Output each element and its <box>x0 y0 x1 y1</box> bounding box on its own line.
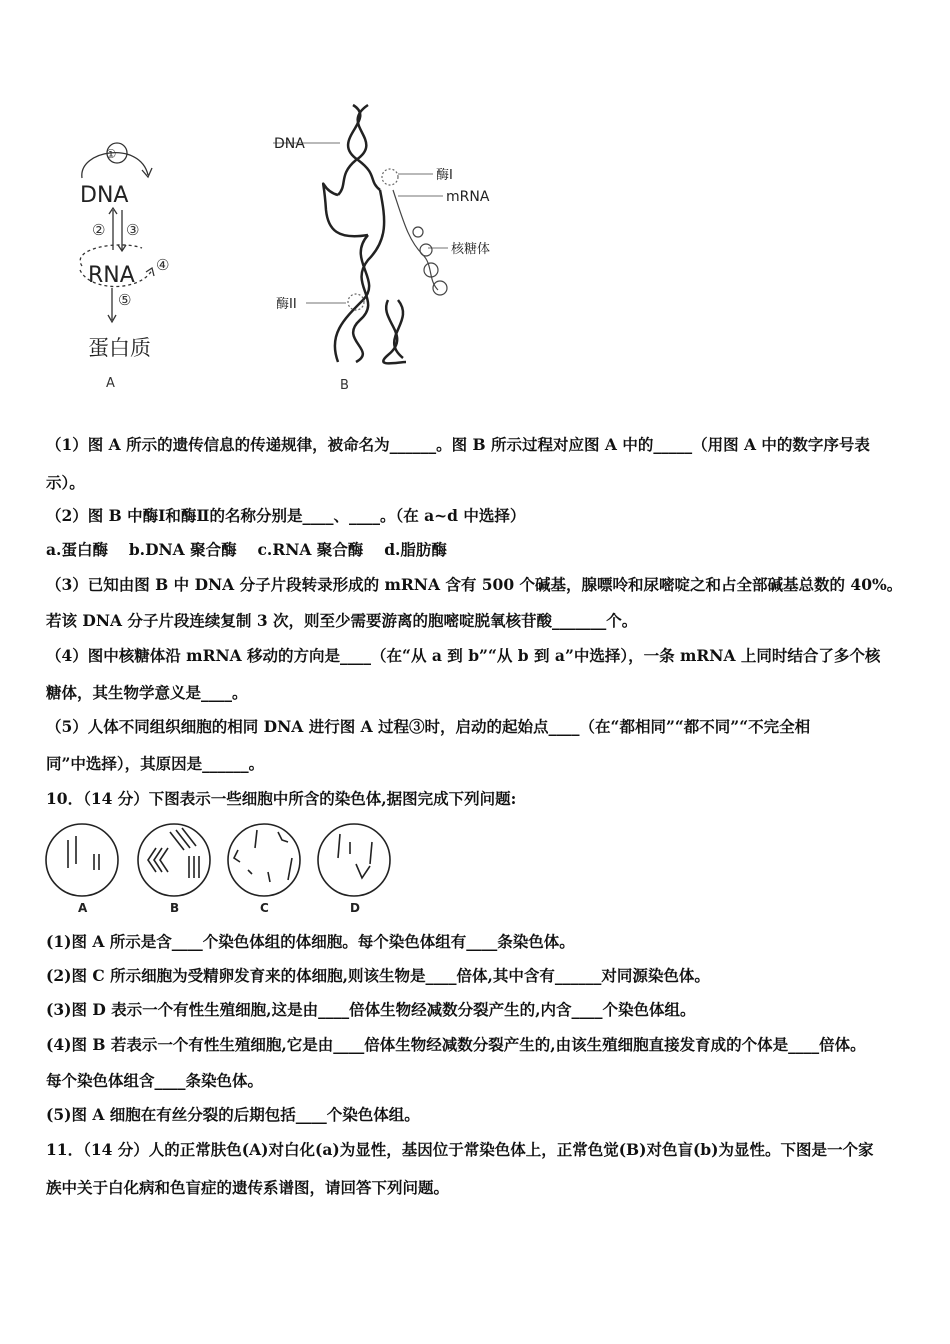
cell-d <box>318 824 390 896</box>
q9-line-6: 若该 DNA 分子片段连续复制 3 次，则至少需要游离的胞嘧啶脱氧核苷酸_______个。 <box>46 611 638 630</box>
q10-sub-5: (5)图 A 细胞在有丝分裂的后期包括____个染色体组。 <box>46 1105 420 1124</box>
figure-chromosome-cells <box>44 820 394 920</box>
q9-options: a.蛋白酶 b.DNA 聚合酶 c.RNA 聚合酶 d.脂肪酶 <box>46 540 447 559</box>
q10-heading: 10．（14 分）下图表示一些细胞中所含的染色体,据图完成下列问题: <box>46 789 517 808</box>
step-3-label: ③ <box>126 221 140 239</box>
q9-line-3: （2）图 B 中酶Ⅰ和酶Ⅱ的名称分别是____、____。（在 a~d 中选择） <box>46 506 526 525</box>
ribosome-label: 核糖体 <box>451 242 491 257</box>
q10-sub-3: (3)图 D 表示一个有性生殖细胞,这是由____倍体生物经减数分裂产生的,内含____个染色体组。 <box>46 1000 696 1019</box>
enzyme-1-label: 酶I <box>436 168 453 183</box>
cell-a-caption: A <box>78 901 88 915</box>
rna-label: RNA <box>88 263 135 288</box>
cell-b-caption: B <box>170 901 180 915</box>
cell-a <box>46 824 118 896</box>
dna-label-b: DNA <box>274 136 305 152</box>
q10-sub-1: (1)图 A 所示是含____个染色体组的体细胞。每个染色体组有____条染色体。 <box>46 932 575 951</box>
cell-c <box>228 824 300 896</box>
q10-sub-2: (2)图 C 所示细胞为受精卵发育来的体细胞,则该生物是____倍体,其中含有______对同源染色体。 <box>46 966 710 985</box>
q10-sub-4: (4)图 B 若表示一个有性生殖细胞,它是由____倍体生物经减数分裂产生的,由该生殖细胞直接发育成的个体是____倍体。 <box>46 1035 866 1054</box>
cell-c-caption: C <box>260 901 269 915</box>
figure-b-caption: B <box>340 378 349 393</box>
q9-line-5: （3）已知由图 B 中 DNA 分子片段转录形成的 mRNA 含有 500 个碱基，腺嘌呤和尿嘧啶之和占全部碱基总数的 40%。 <box>46 575 903 594</box>
step-4-label: ④ <box>156 256 170 274</box>
q9-line-8: 糖体，其生物学意义是____。 <box>46 683 248 702</box>
q9-line-1: （1）图 A 所示的遗传信息的传递规律，被命名为______。图 B 所示过程对应图 A 中的_____（用图 A 中的数字序号表 <box>46 435 870 454</box>
cell-d-caption: D <box>350 901 360 915</box>
step-5-label: ⑤ <box>118 291 132 309</box>
step-2-label: ② <box>92 221 106 239</box>
q11-line-2: 族中关于白化病和色盲症的遗传系谱图，请回答下列问题。 <box>46 1178 450 1197</box>
mrna-label: mRNA <box>446 189 490 205</box>
q9-line-2: 示）。 <box>46 473 85 492</box>
enzyme-2-label: 酶II <box>276 297 297 312</box>
q10-sub-4-cont: 每个染色体组含____条染色体。 <box>46 1071 264 1090</box>
q9-line-9: （5）人体不同组织细胞的相同 DNA 进行图 A 过程③时，启动的起始点____（在“都相同”“都不同”“不完全相 <box>46 717 811 736</box>
step-1-label: ① <box>105 147 117 161</box>
figure-a-central-dogma <box>60 130 210 395</box>
protein-label: 蛋白质 <box>88 336 151 360</box>
figure-b-transcription <box>268 100 508 395</box>
q9-line-7: （4）图中核糖体沿 mRNA 移动的方向是____（在“从 a 到 b”“从 b 到 a”中选择），一条 mRNA 上同时结合了多个核 <box>46 646 881 665</box>
figure-a-caption: A <box>106 376 115 391</box>
q9-line-10: 同”中选择），其原因是______。 <box>46 754 265 773</box>
dna-label: DNA <box>80 183 129 208</box>
q11-line-1: 11．（14 分）人的正常肤色(A)对白化(a)为显性，基因位于常染色体上，正常色觉(B)对色盲(b)为显性。下图是一个家 <box>46 1140 874 1159</box>
